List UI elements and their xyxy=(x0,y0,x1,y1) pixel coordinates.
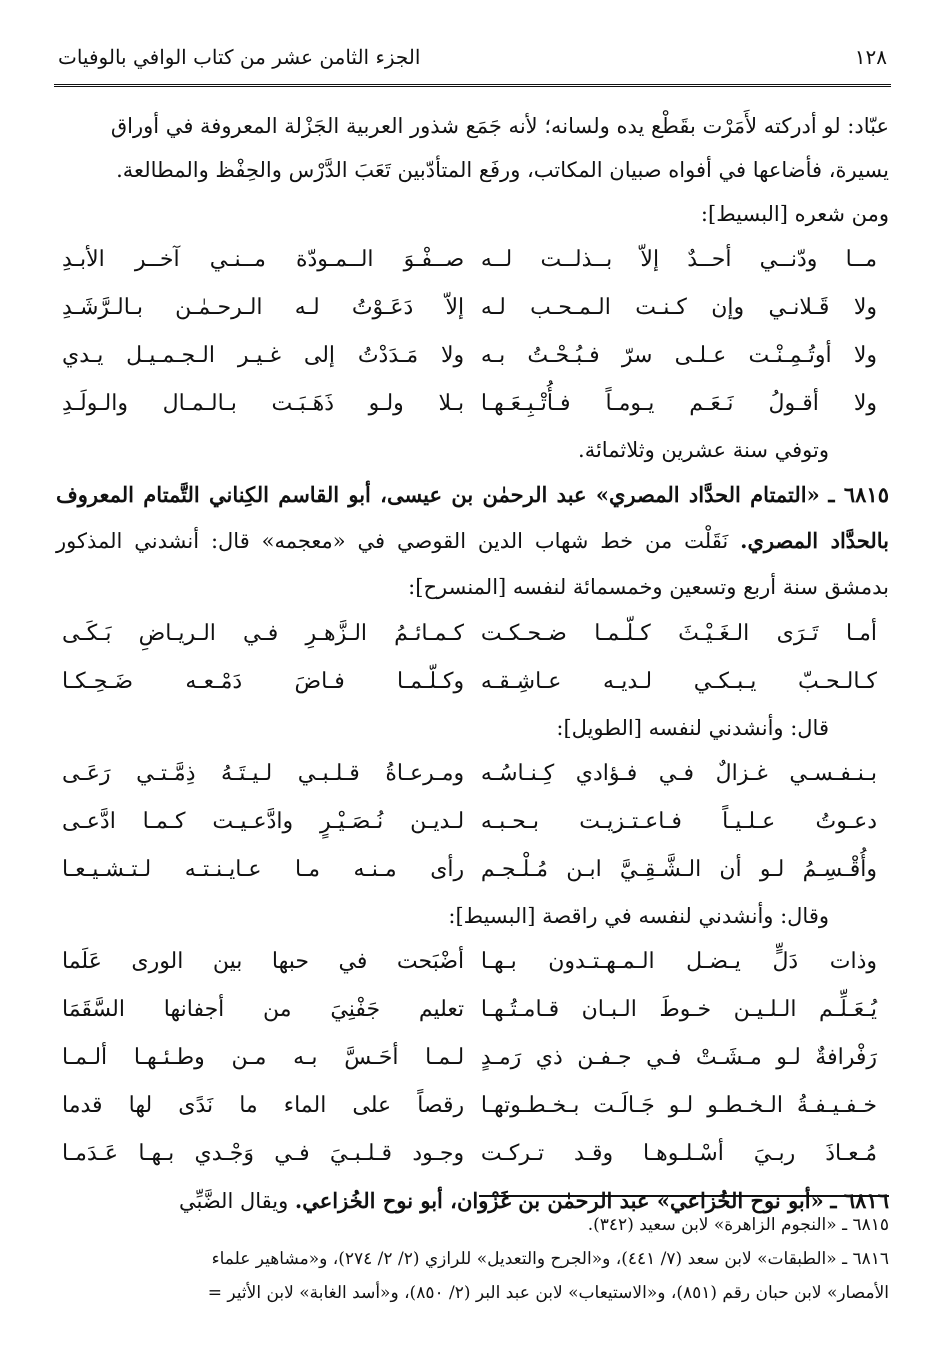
hemistich-first: دعـوتُ عـلـيـاً فـاعـتـزيـت بـحـبـه xyxy=(480,809,877,834)
hemistich-first: رَفْرافةٌ لـو مـشَـتْ فـي جـفـن ذي رَمـدٍ xyxy=(480,1045,877,1070)
hemistich-first: ولا أوتُـمِـنْـت عـلـى سرّ فـبُـحْـتُ بـه xyxy=(480,343,877,368)
hemistich-second: رقصاً على الماء ما نَدًى لها قدما xyxy=(62,1093,465,1118)
hemistich-first: خـفـيـفـةُ الـخـطـو لـو جَـالَـت بـخـطـوتهـا xyxy=(480,1093,877,1118)
verse-line xyxy=(56,938,889,986)
footnote-6816-line: الأمصار» لابن حبان رقم (٨٥١)، و«الاستيعاب» لابن عبد البر (٢/ ٨٥٠)، و«أسد الغابة» لابن الأثير = xyxy=(207,1283,889,1303)
hemistich-first: مــا ودّنــي أحــدٌ إلاّ بــذلــت لــه xyxy=(480,247,877,272)
verse-line xyxy=(56,798,889,846)
verse-line xyxy=(56,284,889,332)
hemistich-first: ولا أقـولُ نَـعَـم يـومـاً فـأُتْـبِـعَـهـا xyxy=(480,391,877,416)
verse-line xyxy=(56,236,889,284)
hemistich-second: ومـرعـاةُ قـلـبـي لـيـتَـهُ ذِمَّـتـي رَعَـى xyxy=(62,761,465,786)
hemistich-first: وذات دَلٍّ يـضـل الـمـهـتـدون بـهـا xyxy=(480,949,877,974)
verse-line xyxy=(56,1082,889,1130)
footnotes xyxy=(56,1208,889,1310)
entry-heading: «التمتام الحدَّاد المصري» عبد الرحمٰن بن عيسى، أبو القاسم الكِناني التَّمتام المعروف بالحدَّاد المصري. xyxy=(56,482,889,553)
hemistich-second: لـمـا أحَـسَّ بـه مـن وطـئـهـا ألـمـا xyxy=(62,1045,465,1070)
page-number: ١٢٨ xyxy=(854,45,887,69)
hemistich-first: كـالـحـبّ يـبـكـي لـديـه عـاشِـقـه xyxy=(480,669,877,694)
footnote-6816-line: ٦٨١٦ ـ «الطبقات» لابن سعد (٧/ ٤٤١)، و«الجرح والتعديل» للرازي (٢/ ٢/ ٢٧٤)، و«مشاهير علماء xyxy=(211,1249,889,1269)
verse-line xyxy=(56,1130,889,1178)
hemistich-second: ولا مَـدَدْتُ إلى غـيـر الـجـمـيـل يـدي xyxy=(62,343,465,368)
entry-number: ٦٨١٥ ـ xyxy=(828,482,889,507)
verse-line xyxy=(56,846,889,894)
footnote-rule xyxy=(479,1195,889,1197)
entry-6815 xyxy=(56,472,889,610)
verse-line xyxy=(56,610,889,658)
verse-line xyxy=(56,332,889,380)
entry-text: نَقَلْت من خط شهاب الدين القوصي في «معجمه» قال: أنشدني المذكور بدمشق سنة أربع وتسعين وخمسمائة لنفسه [المنسرح]: xyxy=(56,529,889,599)
hemistich-second: وجـود قـلـبـيَ فـي وَجْـدي بـهـا عَـدَمـا xyxy=(62,1141,465,1166)
death-note: وتوفي سنة عشرين وثلاثمائة. xyxy=(578,438,829,462)
verse-line xyxy=(56,986,889,1034)
hemistich-first: وأُقْـسِـمُ لـو أن الـشَّـقِـيَّ ابـن مُـلْـجـم xyxy=(480,857,877,882)
hemistich-second: إلاّ دَعَـوْتُ لـه الـرحـمٰـن بـالـرَّشَـدِ xyxy=(62,295,465,320)
entry-heading: «أبو نوح الخُزاعي» عبد الرحمٰن بن غَزْوان، أبو نوح الخُزاعي. xyxy=(294,1188,824,1213)
entry-number: ٦٨١٦ ـ xyxy=(830,1188,889,1213)
verse-line xyxy=(56,658,889,706)
header-rule xyxy=(54,84,891,87)
hemistich-second: صــفْـوَ الــمـودّة مــنـي آخــر الأبـدِ xyxy=(62,247,465,272)
poem-2 xyxy=(56,610,889,706)
hemistich-second: وكـلّـمـا فـاضَ دَمْـعـه ضَـحِـكـا xyxy=(62,669,465,694)
running-header xyxy=(58,40,887,74)
hemistich-first: أمـا تَـرَى الـغَـيْـثَ كـلّـمـا ضـحـكـت xyxy=(480,621,877,646)
hemistich-first: بـنـفـسـي غـزالٌ فـي فـؤادي كِـنـاسُـه xyxy=(480,761,877,786)
hemistich-second: تعليم جَفْنِيَ من أجفانها السَّقَمَا xyxy=(62,997,465,1022)
verse-intro: ومن شعره [البسيط]: xyxy=(700,202,889,226)
hemistich-second: كـمـائـمُ الـزَّهـرِ فـي الـريـاضِ بَـكَـى xyxy=(62,621,465,646)
main-text xyxy=(56,104,889,1224)
verse-line xyxy=(56,380,889,428)
poem-3 xyxy=(56,750,889,894)
hemistich-second: لـديـن نُـصَـيْـرٍ وادَّعـيـت كـمـا ادَّعـى xyxy=(62,809,465,834)
verse-intro: وقال: وأنشدني لنفسه في راقصة [البسيط]: xyxy=(448,904,829,928)
entry-text: ويقال الضَّبِّي xyxy=(179,1189,289,1213)
poem-1 xyxy=(56,236,889,428)
verse-intro: قال: وأنشدني لنفسه [الطويل]: xyxy=(556,716,829,740)
hemistich-second: رأى مـنـه مـا عـايـنـتـه لـتـشـيـعـا xyxy=(62,857,465,882)
hemistich-first: مُـعـاذَ ربـيَ أسْـلـوهـا وقـد تـركـت xyxy=(480,1141,877,1166)
verse-line xyxy=(56,750,889,798)
paragraph-line: يسيرة، فأضاعها في أفواه صبيان المكاتب، ورفَع المتأدّبين تَعَبَ الدَّرْس والحِفْظ والمطالعة. xyxy=(116,158,889,182)
footnote-6815: ٦٨١٥ ـ «النجوم الزاهرة» لابن سعيد (٣٤٢). xyxy=(587,1215,889,1235)
hemistich-second: أضْبَحت في حبها بين الورى عَلَما xyxy=(62,949,465,974)
poem-4 xyxy=(56,938,889,1178)
running-title: الجزء الثامن عشر من كتاب الوافي بالوفيات xyxy=(58,45,421,69)
verse-line xyxy=(56,1034,889,1082)
hemistich-second: بـلا ولـو ذَهَـبَـت بـالـمـال والـولَـدِ xyxy=(62,391,465,416)
hemistich-first: ولا قَـلانـي وإن كـنـت الـمـحـب لـه xyxy=(480,295,877,320)
paragraph-line: عبّاد: لو أدركته لأَمَرْت بقَطْع يده ولسانه؛ لأنه جَمَع شذور العربية الجَزْلة المعروفة في أوراق xyxy=(110,114,889,138)
hemistich-first: يُـعَـلِّـم الـلـيـن خـوطَ الـبـان قـامـتُـهـا xyxy=(480,997,877,1022)
